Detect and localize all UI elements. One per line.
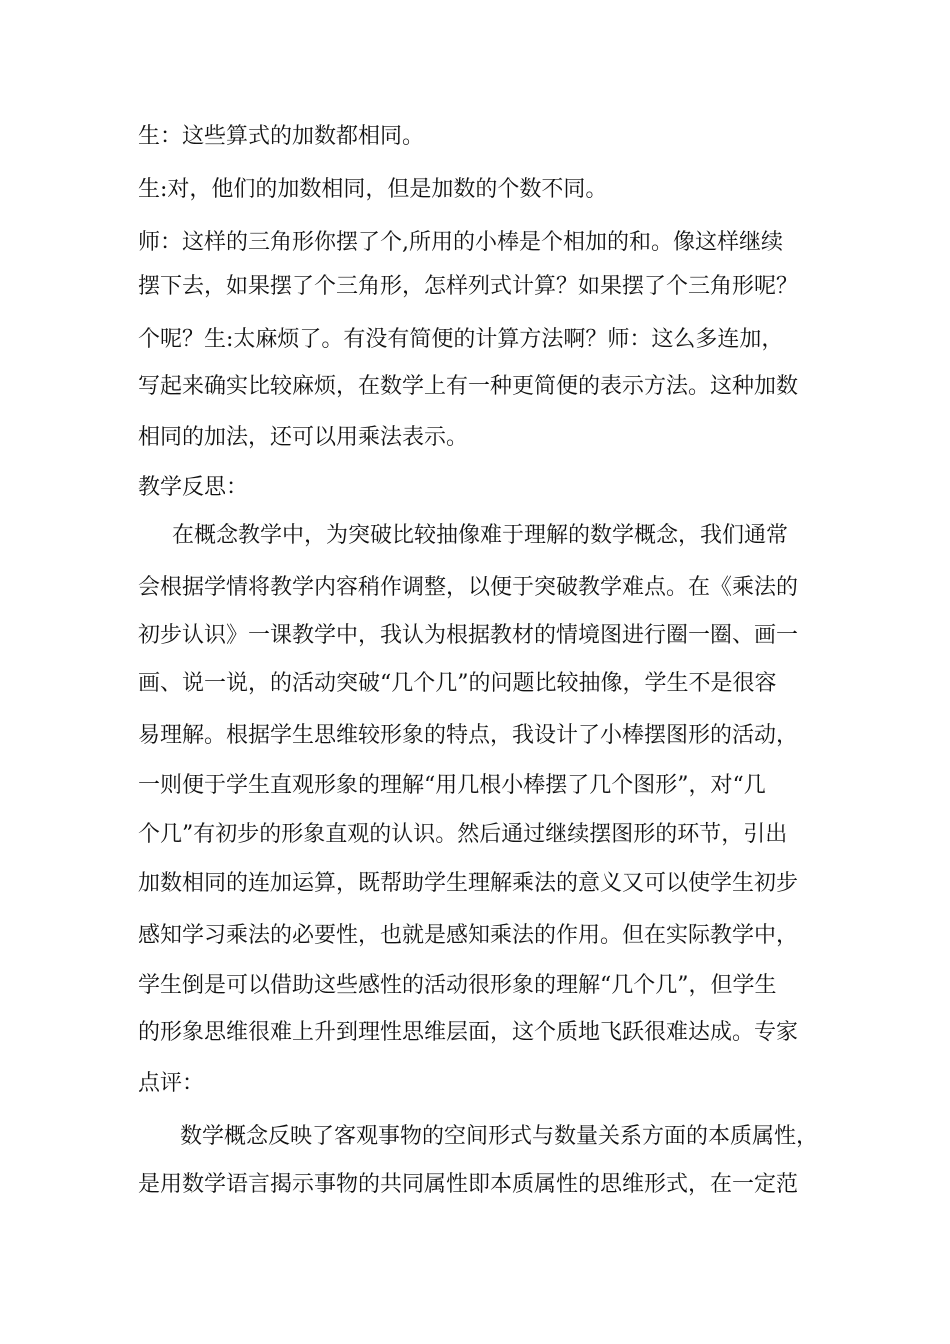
text-line: 摆下去，如果摆了个三角形，怎样列式计算？如果摆了个三角形呢？ xyxy=(138,274,799,299)
text-line: 加数相同的连加运算，既帮助学生理解乘法的意义又可以使学生初步 xyxy=(138,871,799,896)
text-line: 画、说一说，的活动突破“几个几”的问题比较抽像，学生不是很容 xyxy=(138,671,777,696)
text-line: 写起来确实比较麻烦，在数学上有一种更简便的表示方法。这种加数 xyxy=(138,374,799,399)
text-line: 个几”有初步的形象直观的认识。然后通过继续摆图形的环节，引出 xyxy=(138,822,788,847)
text-line: 个呢？生:太麻烦了。有没有简便的计算方法啊？师：这么多连加， xyxy=(138,327,784,352)
text-line: 相同的加法，还可以用乘法表示。 xyxy=(138,425,469,450)
section-heading: 教学反思： xyxy=(138,475,249,500)
text-line: 初步认识》一课教学中，我认为根据教材的情境图进行圈一圈、画一 xyxy=(138,623,799,648)
text-line: 数学概念反映了客观事物的空间形式与数量关系方面的本质属性， xyxy=(180,1124,819,1149)
text-line: 易理解。根据学生思维较形象的特点，我设计了小棒摆图形的活动， xyxy=(138,723,799,748)
text-line: 在概念教学中，为突破比较抽像难于理解的数学概念，我们通常 xyxy=(172,523,789,548)
text-line: 是用数学语言揭示事物的共同属性即本质属性的思维形式，在一定范 xyxy=(138,1172,799,1197)
text-line: 会根据学情将教学内容稍作调整，以便于突破教学难点。在《乘法的 xyxy=(138,575,799,600)
text-line: 感知学习乘法的必要性，也就是感知乘法的作用。但在实际教学中， xyxy=(138,923,799,948)
text-line: 一则便于学生直观形象的理解“用几根小棒摆了几个图形”，对“几 xyxy=(138,773,766,798)
text-line: 生：这些算式的加数都相同。 xyxy=(138,124,425,149)
text-line: 的形象思维很难上升到理性思维层面，这个质地飞跃很难达成。专家 xyxy=(138,1020,799,1045)
text-line: 师：这样的三角形你摆了个,所用的小棒是个相加的和。像这样继续 xyxy=(138,230,783,255)
text-line: 学生倒是可以借助这些感性的活动很形象的理解“几个几”，但学生 xyxy=(138,973,777,998)
section-heading: 点评： xyxy=(138,1071,205,1096)
text-line: 生:对，他们的加数相同，但是加数的个数不同。 xyxy=(138,177,608,202)
